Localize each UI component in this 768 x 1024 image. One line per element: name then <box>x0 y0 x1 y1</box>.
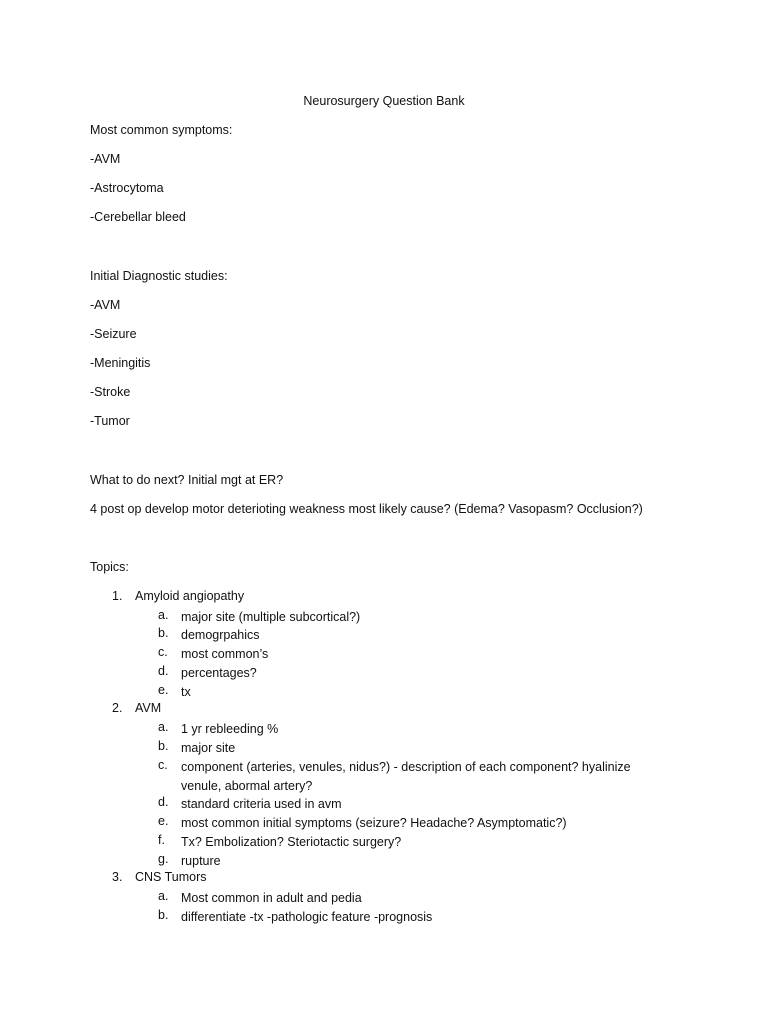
subtopic-letter: a. <box>158 889 169 903</box>
subtopic-letter: g. <box>158 852 169 866</box>
subtopic-text: 1 yr rebleeding % <box>181 722 279 736</box>
subtopic-text: differentiate -tx -pathologic feature -prognosis <box>181 910 433 924</box>
topic-number: 3. <box>112 870 123 884</box>
topic-number: 2. <box>112 701 123 715</box>
subtopic-text: rupture <box>181 854 221 868</box>
subtopic-text: major site <box>181 741 236 755</box>
diagnostic-item: -Tumor <box>90 414 130 428</box>
subtopic-text: most common initial symptoms (seizure? Headache? Asymptomatic?) <box>181 816 567 830</box>
diagnostics-heading: Initial Diagnostic studies: <box>90 269 228 283</box>
subtopic-letter: b. <box>158 739 169 753</box>
subtopic-letter: b. <box>158 908 169 922</box>
question-post-op: 4 post op develop motor deterioting weakness most likely cause? (Edema? Vasopasm? Occlusion?) <box>90 502 643 516</box>
subtopic-text: Tx? Embolization? Steriotactic surgery? <box>181 835 402 849</box>
diagnostic-item: -Seizure <box>90 327 137 341</box>
document-title: Neurosurgery Question Bank <box>303 94 465 108</box>
diagnostic-item: -Meningitis <box>90 356 151 370</box>
subtopic-letter: c. <box>158 758 168 772</box>
subtopic-letter: d. <box>158 664 169 678</box>
subtopic-letter: e. <box>158 814 169 828</box>
diagnostic-item: -AVM <box>90 298 121 312</box>
diagnostic-item: -Stroke <box>90 385 131 399</box>
subtopic-text: most common’s <box>181 647 269 661</box>
topic-label: CNS Tumors <box>135 870 207 884</box>
symptom-item: -Cerebellar bleed <box>90 210 186 224</box>
subtopic-letter: a. <box>158 608 169 622</box>
subtopic-text: percentages? <box>181 666 257 680</box>
topic-number: 1. <box>112 589 123 603</box>
subtopic-letter: c. <box>158 645 168 659</box>
topic-label: Amyloid angiopathy <box>135 589 245 603</box>
symptom-item: -AVM <box>90 152 121 166</box>
subtopic-letter: d. <box>158 795 169 809</box>
question-next-steps: What to do next? Initial mgt at ER? <box>90 473 284 487</box>
subtopic-text: major site (multiple subcortical?) <box>181 610 361 624</box>
subtopic-text: standard criteria used in avm <box>181 797 342 811</box>
symptom-item: -Astrocytoma <box>90 181 164 195</box>
subtopic-text: component (arteries, venules, nidus?) - description of each component? hyalinize venule, abormal artery? <box>181 760 631 793</box>
topic-label: AVM <box>135 701 162 715</box>
symptoms-heading: Most common symptoms: <box>90 123 233 137</box>
subtopic-text: demogrpahics <box>181 628 260 642</box>
subtopic-letter: a. <box>158 720 169 734</box>
subtopic-letter: e. <box>158 683 169 697</box>
subtopic-text: tx <box>181 685 191 699</box>
subtopic-letter: f. <box>158 833 165 847</box>
subtopic-text: Most common in adult and pedia <box>181 891 362 905</box>
subtopic-letter: b. <box>158 626 169 640</box>
topics-heading: Topics: <box>90 560 129 574</box>
